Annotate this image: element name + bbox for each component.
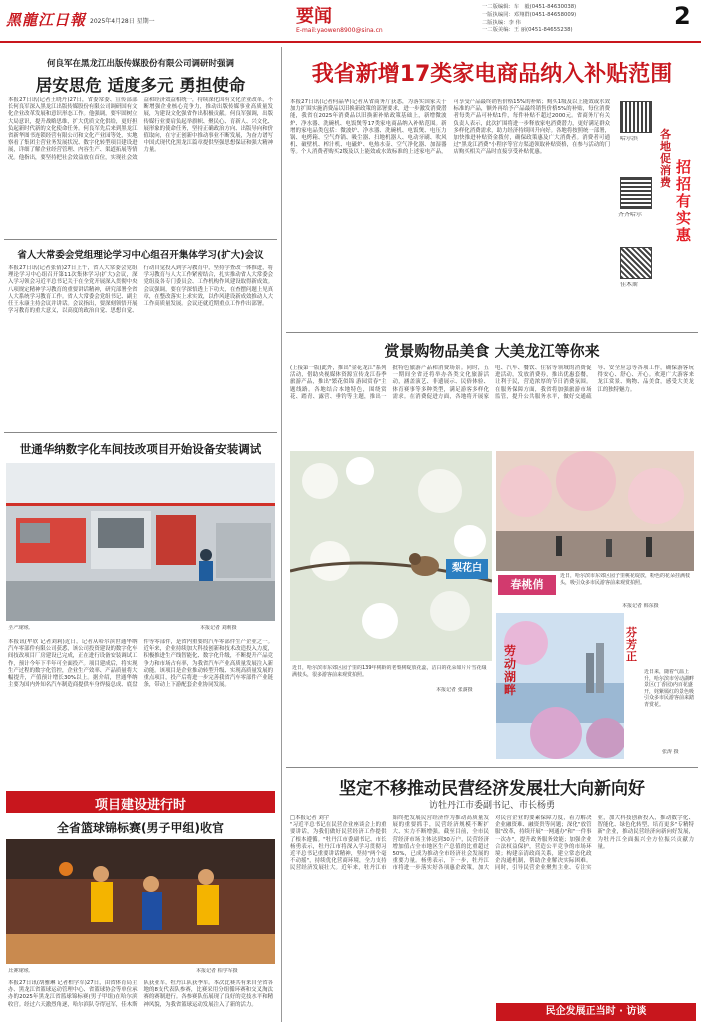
footer-banner bbox=[496, 1003, 696, 1021]
photo-caption: 比赛现场。 bbox=[8, 968, 34, 974]
promo-main-text: 招招有实惠 bbox=[676, 158, 692, 244]
article-4-body: 本报27日讯(胡雅琳 记者柏学军)27日，由省体育局主办、黑龙江省篮球运动管理中心、省篮球协会等单位承办的2025年黑龙江省篮球锦标赛(男子甲组)在哈尔滨收官。经过六天激烈角逐，哈尔滨队夺得冠军，佳木斯队获亚军，牡丹江队获季军。本次比赛共有来自全省各地的8支代表队参赛，比赛采用分组循环赛和交叉淘汰赛的赛制进行。各参赛队伍展现了良好的竞技水平和精神风貌，为我省篮球运动发展注入了新的活力。 bbox=[8, 980, 273, 1008]
photo-credit: 本报记者 柏学军摄 bbox=[196, 968, 238, 974]
article-r3-body: □本报记者 刘宇 "习近平总书记在民营企业座谈会上的重要讲话，为我们做好民营经济工作提供了根本遵循。"牡丹江市委副书记、市长杨勇表示，牡丹江市将深入学习贯彻习近平总书记重要讲话精神，坚持"两个毫不动摇"，持续优化营商环境，全力支持民营经济发展壮大。近年来，牡丹江市始终把发展民营经济作为推动高质量发展的重要抓手，民营经济规模不断扩大、实力不断增强。截至目前，全市民营经济市场主体达到30万户，民营经济增加值占全市地区生产总值的比重超过50%，已成为推动全市经济社会发展的重要力量。杨勇表示，下一步，牡丹江市将进一步落实好各项惠企政策，加大对民营企业的要素保障力度，着力解决企业融资难、融资贵等问题；深化"放管服"改革，持续开展"一网通办"和"一件事一次办"，提升政务服务效能；加强企业合法权益保护，营造公平竞争的市场环境；构建亲清政商关系，建立常态化政企沟通机制，帮助企业解决实际困难。同时，引导民营企业聚焦主业、专注实业，加大科技创新投入，推动数字化、智能化、绿色化转型，培育更多"专精特新"企业，推动民营经济向新向好发展，为牡丹江全面振兴全方位振兴贡献力量。 bbox=[290, 815, 694, 872]
page-number: 2 bbox=[674, 2, 691, 30]
rule bbox=[286, 332, 698, 333]
masthead-rule bbox=[0, 41, 701, 43]
editor-line-2: 一版执编同：邓翔群(0451-84658009) bbox=[482, 11, 577, 18]
left-column bbox=[4, 47, 277, 1022]
label-text: 春桃俏 bbox=[510, 578, 544, 591]
photo-caption-right: 近日来，随着气温上升，哈尔滨市劳动湖畔景区(丁香园)内百花盛开，姹紫嫣红的景色吸引众多市民游客前来踏青赏花。 bbox=[644, 669, 695, 708]
footer-banner-text: 民企发展正当时 · 访谈 bbox=[545, 1006, 647, 1017]
label-labor-lake: 劳动湖畔 bbox=[504, 644, 517, 697]
banner-text: 项目建设进行时 bbox=[94, 798, 186, 813]
qr-code-jiamusi[interactable] bbox=[620, 247, 652, 279]
promo-block bbox=[616, 99, 696, 325]
label-pear-blossom bbox=[446, 559, 488, 579]
factory-photo bbox=[6, 463, 275, 621]
article-3-body: 本报讯(牟欣 记者刘莉)近日，记者从哈尔滨世通华纳汽车零部件有限公司获悉，该公司投资建设的数字化车间技改项目厂房建设已完成，正在进行设备安装调试工作，预计今年下半年可全面投产。项目建成后，将实现生产过程的数字化管控，企业生产效率、产品质量将大幅提升，产值预计增长30%以上。据介绍，世通华纳主要为国内外知名汽车制造商提供车身焊接总成、底盘件等零部件，是省内重要的汽车零部件生产企业之一。近年来，企业持续加大科技创新和技术改造投入力度，积极推进生产线智能化、数字化升级，不断提升产品竞争力和市场占有率，为我省汽车产业高质量发展注入新动能。该项目是企业推动转型升级、实现高质量发展的重点项目，投产后将进一步完善我省汽车零部件产业链条，带动上下游配套企业协同发展。 bbox=[8, 639, 273, 689]
column-divider bbox=[281, 47, 282, 1022]
pear-blossom-photo bbox=[290, 451, 492, 661]
article-3-title: 世通华纳数字化车间技改项目开始设备安装调试 bbox=[19, 442, 262, 456]
qr-label: 哈尔滨 bbox=[620, 136, 639, 142]
photo-caption-mid: 近日，哈尔滨市东郊区园子里桃花绽放，粉色的花朵挂满枝头，吸引众多市民游客前来观赏拍照。 bbox=[560, 573, 691, 586]
rule bbox=[286, 767, 698, 768]
section-title: 要闻 bbox=[296, 6, 332, 27]
article-2-body: 本报27日讯(记者张倩)27日上午，省人大常委会党组理论学习中心组召开第11次集体学习(扩大)会议，深入学习领会习近平总书记关于在全党开展深入贯彻中央八项规定精神学习教育的重要讲话精神，研究部署全省人大系统学习教育工作。省人大常委会党组书记、副主任王永康主持会议并讲话。会议指出，要深刻领悟开展学习教育的重大意义，以高度的政治自觉、思想自觉、行动自觉投入到学习教育中，坚持学查改一体推进，将学习教育与人大工作紧密结合，扎实推动省人大常委会党组及各专门委员会、工作机构作风建设取得新成效。会议强调，要在学深悟透上下功夫，在查摆问题上见真章，在整改落实上求实效，以作风建设新成效推动人大工作高质量发展。会议还就近期重点工作作出部署。 bbox=[8, 265, 273, 315]
photo-credit: 张涛 摄 bbox=[662, 749, 679, 755]
peach-blossom-illustration bbox=[496, 451, 694, 571]
right-column bbox=[286, 47, 698, 1022]
basketball-photo bbox=[6, 839, 275, 964]
basketball-illustration bbox=[6, 839, 275, 964]
article-r1-title: 我省新增17类家电商品纳入补贴范围 bbox=[311, 62, 673, 87]
qr-code-qiqihar[interactable] bbox=[620, 177, 652, 209]
editor-line-1: 一二版编辑：车 毅(0451-84630038) bbox=[482, 4, 577, 10]
label-fragrance: 芬芳正 bbox=[626, 626, 637, 663]
article-1-body: 本报27日讯(记者王晓丹)27日，省委常委、宣传部部长何良军深入黑龙江出版传媒股份有限公司调研国有文化企业改革发展和意识形态工作。他强调，要牢固树立大局意识，提升战略思维，扩大优质文化供给，更好担负起新时代新的文化使命任务。何良军先后来到黑龙江省新华图书连锁经营有限公司和文化产业园等处，实地察看了集团主营业务发展状况、数字化转型项目建设进展，详细了解企业经营管理、内容生产、渠道拓展等情况。他指出，要坚持把社会效益放在首位，实现社会效益和经济效益相统一，持续深化国有文化企业改革，不断增强企业核心竞争力，推动出版传媒事业高质量发展，为建设文化强省作出积极贡献。何良军强调，出版传媒行业要肩负起举旗帜、聚民心、育新人、兴文化、展形象的使命任务，坚持正确政治方向、出版导向和价值取向，在守正创新中推动事业不断发展，为奋力谱写中国式现代化黑龙江篇章提供坚强思想保证和强大精神力量。 bbox=[8, 97, 273, 161]
pear-blossom-illustration bbox=[290, 451, 492, 661]
issue-date: 2025年4月28日 星期一 bbox=[90, 18, 155, 25]
label-text: 梨花白 bbox=[452, 563, 482, 574]
masthead-logo: 黑龍江日報 bbox=[6, 11, 87, 29]
qr-code-harbin[interactable] bbox=[620, 101, 652, 133]
article-2-title: 省人大常委会党组理论学习中心组召开集体学习(扩大)会议 bbox=[17, 250, 264, 261]
photo-credit: 本报记者 韩东摄 bbox=[622, 603, 659, 609]
photo-caption: 生产现场。 bbox=[8, 625, 34, 631]
label-peach-blossom bbox=[498, 575, 556, 595]
rule bbox=[4, 239, 277, 240]
factory-illustration bbox=[6, 463, 275, 621]
article-r2-title: 赏景购物品美食 大美龙江等你来 bbox=[384, 342, 600, 360]
article-4-title: 全省篮球锦标赛(男子甲组)收官 bbox=[57, 821, 224, 835]
editor-line-4: 一二版美编：王 丽(0451-84655238) bbox=[482, 27, 573, 34]
masthead bbox=[0, 0, 701, 43]
photo-credit: 本报记者 张澍摄 bbox=[436, 687, 473, 693]
rule bbox=[4, 432, 277, 433]
promo-top-text: 各地促消费 bbox=[660, 128, 671, 189]
qr-label: 佳木斯 bbox=[620, 282, 639, 288]
article-r1-body: 本报27日讯(记者何晶华)记者从省商务厅获悉，为落实国家关于加力扩围实施消费品以旧换新政策的部署要求，进一步激发消费潜能，我省在2025年消费品以旧换新补贴政策基础上，新增微波炉、净水器、洗碗机、电饭煲等17类家电商品纳入补贴范围。新增的家电品类包括：微波炉、净水器、洗碗机、电饭煲、电压力锅、电烤箱、空气炸锅、吸尘器、扫地机器人、电动牙刷、吹风机、破壁机、榨汁机、电磁炉、电热水壶、空气净化器、加湿器等。个人消费者购买2级及以上能效或水效标准的上述家电产品，可享受产品最终销售价格15%的补贴；购买1级及以上能效或水效标准的产品，额外再给予产品最终销售价格5%的补贴，每位消费者每类产品可补贴1件，每件补贴不超过2000元。省商务厅有关负责人表示，此次扩围将进一步释放家电消费潜力，更好满足群众多样化消费需求，助力经济持续回升向好。各地将按照统一部署，加快推进补贴资金拨付，确保政策惠及广大消费者。消费者可通过"黑龙江消费"小程序等官方渠道领取补贴资格，在参与活动的门店购买相关产品时直接享受补贴优惠。 bbox=[290, 99, 610, 156]
article-r2-body: (上接第一版)此外，推出"金花龙江"系列活动，借助央视媒体资源宣传龙江春季旅游产品，推出"繁花似锦 游园赏春"主题线路。各地结合本地特色，围绕赏花、踏青、露营、垂钓等主题，推出一批特色旅游产品和消费场景。同时，五一期间全省还将举办各类文化旅游活动，涵盖演艺、非遗展示、民俗体验、体育赛事等多种类型，满足游客多样化需求。在消费促进方面，各地将开展家电、汽车、餐饮、住宿等领域的消费促进活动，发放消费券，推出优惠套餐，让利于民，营造浓厚的节日消费氛围。在服务保障方面，我省将加强旅游市场监管，提升公共服务水平，做好交通疏导、安全应急等各项工作，确保游客玩得安心、舒心、开心。欢迎广大游客来龙江赏景、购物、品美食，感受大美龙江的独特魅力。 bbox=[290, 365, 694, 400]
peach-blossom-photo bbox=[496, 451, 694, 571]
section-email: E-mail:yaowen8900@sina.cn bbox=[296, 27, 383, 34]
article-r3-title: 坚定不移推动民营经济发展壮大向新向好 bbox=[339, 779, 645, 799]
editor-line-3: 二版执编：李 伟 bbox=[482, 19, 521, 26]
editor-info bbox=[482, 4, 672, 35]
photo-credit: 本报记者 刘莉摄 bbox=[200, 625, 237, 631]
project-banner bbox=[6, 791, 275, 813]
article-r3-subtitle: 访牡丹江市委副书记、市长杨勇 bbox=[428, 801, 555, 811]
article-1-kicker: 何良军在黑龙江出版传媒股份有限公司调研时强调 bbox=[46, 59, 234, 69]
article-1-title: 居安思危 适度多元 勇担使命 bbox=[35, 76, 246, 95]
photo-caption-left: 近日，哈尔滨市东郊区园子里的139年树龄的老梨树绽放花蕊，洁白的花朵如片片雪花缀满枝头，很多游客前来观赏拍照。 bbox=[292, 665, 487, 678]
qr-label: 齐齐哈尔 bbox=[618, 212, 643, 218]
